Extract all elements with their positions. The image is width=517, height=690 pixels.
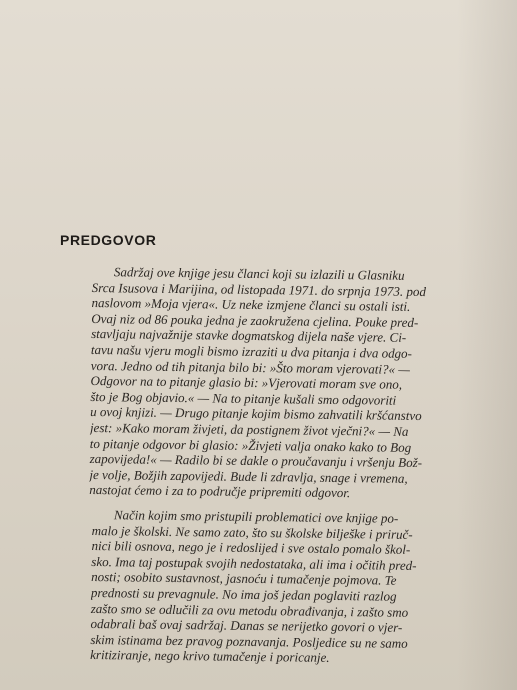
text-line: zapovijeda!« — Radilo bi se dakle o proučavanju i vršenju Bož- — [89, 451, 423, 471]
text-line: Odgovor na to pitanje glasio bi: »Vjerovati moram sve ono, — [90, 373, 403, 392]
text-line: nastojat ćemo i za to područje pripremiti odgovor. — [89, 482, 351, 501]
text-line: odabrali baš ovaj sadržaj. Danas se nerijetko govori o vjer- — [90, 616, 403, 635]
paragraph-1 — [89, 264, 496, 503]
text-line: Način kojim smo pristupili problematici ove knjige po- — [113, 507, 399, 526]
text-line: tavu našu vjeru mogli bismo izraziti u dva pitanja i dva odgo- — [90, 341, 413, 361]
text-line: zašto smo se odlučili za ovu metodu obrađivanja, i zašto smo — [90, 600, 409, 620]
text-line: kritiziranje, nego krivo tumačenje i poricanje. — [90, 647, 330, 666]
text-line: jest: »Kako moram živjeti, da postignem život vječni?« — Na — [89, 419, 409, 439]
text-line: naslovom »Moja vjera«. Uz neke izmjene članci su ostali isti. — [91, 295, 411, 315]
text-line: Sadržaj ove knjige jesu članci koji su izlazili u Glasniku — [113, 264, 405, 283]
text-line: Ovaj niz od 86 pouka jedna je zaokružena cjelina. Pouke pred- — [91, 310, 419, 330]
text-line: vora. Jedno od tih pitanja bilo bi: »Što moram vjerovati?« — — [90, 357, 410, 377]
text-line: prednosti su prevagnule. No ima još jedan poglaviti razlog — [90, 584, 397, 604]
text-line: to pitanje odgovor bi glasio: »Živjeti valja onako kako to Bog — [89, 435, 412, 455]
text-line: skim istinama bez pravog poznavanja. Posljedice su ne samo — [90, 631, 408, 651]
section-heading: PREDGOVOR — [60, 232, 157, 248]
text-line: nosti; osobito sustavnost, jasnoću i tumačenje pojmova. Te — [91, 569, 397, 589]
text-line: Srca Isusova i Marijina, od listopada 1971. do srpnja 1973. pod — [91, 279, 427, 299]
text-line: što je Bog objavio.« — Na to pitanje kušali smo odgovoriti — [90, 388, 397, 408]
text-line: nici bili osnova, nego je i redoslijed i sve ostalo pomalo škol- — [91, 538, 411, 558]
text-line: u ovoj knjizi. — Drugo pitanje kojim bismo zahvatili kršćanstvo — [90, 404, 422, 424]
text-line: je volje, Božjih zapovijedi. Bude li zdravlja, snage i vremena, — [89, 466, 408, 486]
paragraph-2 — [90, 507, 496, 668]
text-line: sko. Ima taj postupak svojih nedostataka, ali ima i očitih pred- — [91, 553, 417, 573]
text-line: stavljaju najvažnije stavke dogmatskog dijela naše vjere. Ci- — [91, 326, 407, 346]
text-line: malo je školski. Ne samo zato, što su školske bilješke i priruč- — [91, 522, 413, 542]
